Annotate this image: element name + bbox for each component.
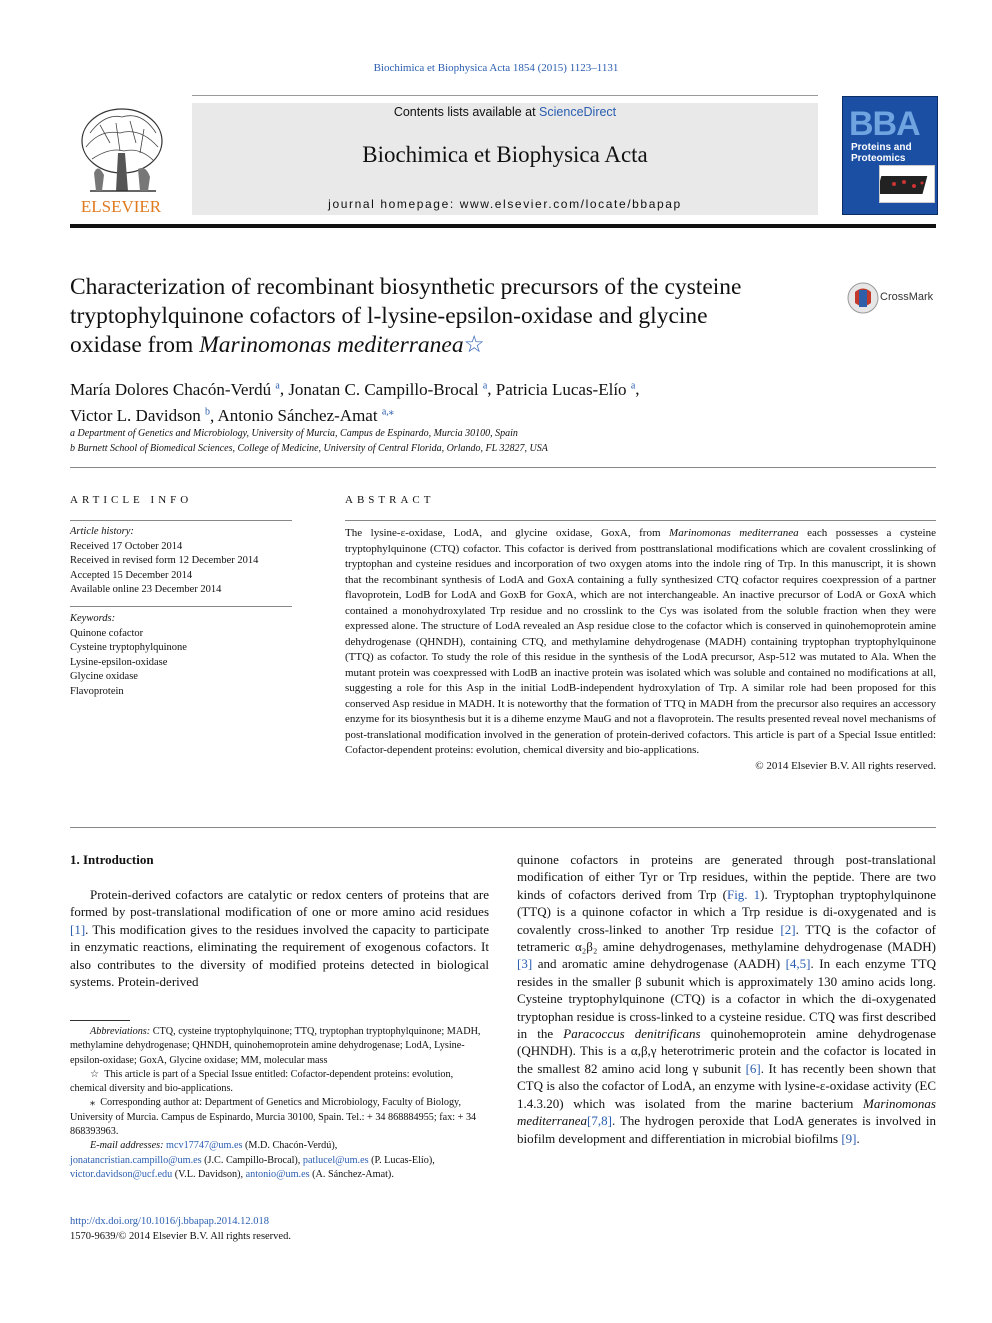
history-item: Available online 23 December 2014	[70, 584, 222, 595]
abstract-bottom-rule	[70, 827, 936, 828]
title-line-3	[70, 331, 830, 360]
history-label: Article history:	[70, 526, 134, 537]
footnote-rule	[70, 1020, 130, 1021]
cover-subtitle-line-1: Proteins and	[851, 142, 912, 153]
email-link[interactable]: patlucel@um.es	[302, 1154, 369, 1166]
article-history	[70, 525, 292, 598]
intro-paragraph-continued: quinone cofactors in proteins are generated through post-translational modification of either Tyr or Trp residues, within the peptide. There are two kinds of cofactors derived from Trp (Fig. 1). Tryptophan tryptophylquinone (TTQ) is a quinone cofactor in which a Trp residue is di-oxygenated and is covalently cross-linked to another Trp residue [2]. TTQ is the cofactor of tetrameric α₂β₂ amine dehydrogenases, methylamine dehydrogenase (MADH) [3] and aromatic amine dehydrogenase (AADH) [4,5]. In each enzyme TTQ resides in the smaller β subunit which is approximately 130 amino acids long. Cysteine tryptophylquinone (CTQ) is a cofactor in which the di-oxygenated tryptophan residue is cross-linked to a cysteine residue. CTQ was first described in the Paracoccus denitrificans quinohemoprotein amine dehydrogenase (QHNDH). This is a α,β,γ heterotrimeric protein and the cofactor is located in the smallest 82 amino acid long γ subunit [6]. It has recently been shown that CTQ is also the cofactor of LodA, an enzyme with lysine-ε-oxidase activity (EC 1.4.3.20) which was isolated from the marine bacterium Marinomonas mediterranea[7,8]. The hydrogen peroxide that LodA generates is involved in biofilm development and differentiation in microbial biofilms [9].	[517, 852, 936, 1146]
author[interactable]: María Dolores Chacón-Verdú $^a$	[70, 379, 280, 399]
affiliation-text: Department of Genetics and Microbiology, University of Murcia, Campus de Espinardo, Murcia 30100, Spain	[77, 428, 518, 439]
history-item: Received in revised form 12 December 2014	[70, 555, 259, 566]
affiliation-mark: a	[70, 428, 75, 439]
email-link[interactable]: jonatancristian.campillo@um.es	[70, 1154, 202, 1166]
elsevier-logo	[70, 103, 172, 215]
ref-link[interactable]: [7,8]	[587, 1113, 612, 1129]
issn-line: 1570-9639/© 2014 Elsevier B.V. All rights reserved.	[70, 1230, 291, 1242]
keywords	[70, 612, 292, 699]
keywords-rule	[70, 606, 292, 607]
history-item: Accepted 15 December 2014	[70, 569, 193, 581]
journal-name: Biochimica et Biophysica Acta	[362, 142, 648, 167]
keyword: Cysteine tryptophylquinone	[70, 642, 187, 653]
contents-prefix: Contents lists available at	[393, 105, 540, 119]
affiliation-b	[70, 443, 548, 454]
abstract-body	[345, 526, 936, 774]
ref-link[interactable]: [6]	[745, 1060, 761, 1076]
article-info-heading: ARTICLE INFO	[70, 494, 193, 506]
page-footer	[70, 1215, 291, 1244]
ref-link[interactable]: [9]	[841, 1130, 857, 1146]
cover-image	[879, 165, 935, 203]
keyword: Quinone cofactor	[70, 627, 144, 639]
header-top-rule	[192, 95, 818, 96]
ref-link[interactable]: [1]	[70, 921, 86, 937]
intro-column-1	[70, 886, 489, 990]
author[interactable]: Antonio Sánchez-Amat $^{a,⁎}$	[217, 406, 394, 426]
footnotes	[70, 1025, 490, 1182]
abstract-copyright: © 2014 Elsevier B.V. All rights reserved.	[755, 759, 936, 772]
contents-line	[192, 105, 818, 119]
title-organism: Marinomonas mediterranea	[199, 332, 464, 358]
doi-link[interactable]: http://dx.doi.org/10.1016/j.bbapap.2014.12.018	[70, 1216, 270, 1227]
email-link[interactable]: mcv17747@um.es	[166, 1140, 243, 1152]
title-line-1: Characterization of recombinant biosynthetic precursors of the cysteine	[70, 274, 742, 300]
abbreviations-note: Abbreviations: CTQ, cysteine tryptophylquinone; TTQ, tryptophan tryptophylquinone; MADH, methylamine dehydrogenase; QHNDH, quinohemoprotein amine dehydrogenase; LodA, Lysine-epsilon-oxidase; GoxA, Glycine oxidase; MM, molecular mass	[70, 1026, 481, 1066]
special-issue-note: ☆ This article is part of a Special Issue entitled: Cofactor-dependent proteins: evolution, chemical diversity and bio-applications.	[70, 1068, 454, 1095]
intro-heading: 1. Introduction	[70, 852, 154, 867]
cover-title: BBA	[849, 105, 920, 143]
cover-subtitle-line-2: Proteomics	[851, 153, 906, 164]
affiliation-a	[70, 428, 518, 439]
abstract-heading: ABSTRACT	[345, 494, 435, 506]
keyword: Flavoprotein	[70, 685, 124, 697]
ref-link[interactable]: [4,5]	[785, 956, 811, 972]
keywords-label: Keywords:	[70, 613, 116, 624]
ref-link[interactable]: [3]	[517, 956, 533, 972]
sciencedirect-link[interactable]: ScienceDirect	[539, 105, 617, 119]
abstract-rule	[345, 520, 936, 521]
author[interactable]: Jonatan C. Campillo-Brocal $^a$	[288, 379, 488, 399]
title-star-footnote[interactable]: ☆	[463, 332, 485, 358]
email-link[interactable]: victor.davidson@ucf.edu	[70, 1168, 173, 1180]
intro-paragraph: Protein-derived cofactors are catalytic or redox centers of proteins that are formed by post-translational modification of one or more amino acid residues [1]. This modification gives to the residues involved the capacity to participate in enzymatic reactions, eliminating the requirement of exogenous cofactors. It also contributes to the diversity of modified proteins detected in biological systems. Protein-derived	[70, 887, 489, 990]
affiliation-rule	[70, 467, 936, 468]
title-line-2: tryptophylquinone cofactors of l-lysine-epsilon-oxidase and glycine	[70, 303, 708, 329]
figure-link[interactable]: Fig. 1	[726, 886, 761, 902]
article-title	[70, 273, 830, 360]
affiliation-mark: b	[70, 443, 75, 454]
keyword: Glycine oxidase	[70, 671, 138, 682]
email-link[interactable]: antonio@um.es	[245, 1168, 310, 1180]
author[interactable]: Victor L. Davidson $^b$	[70, 406, 210, 426]
journal-cover	[842, 96, 938, 215]
elsevier-wordmark: ELSEVIER	[80, 197, 162, 215]
journal-homepage[interactable]: journal homepage: www.elsevier.com/locate/bbapap	[328, 197, 682, 211]
elsevier-tree-icon	[70, 103, 172, 215]
author[interactable]: Patricia Lucas-Elío $^a$	[495, 379, 636, 399]
email-note: E-mail addresses: mcv17747@um.es (M.D. Chacón-Verdú), jonatancristian.campillo@um.es (J.C. Campillo-Brocal), patlucel@um.es (P. Lucas-Elío), victor.davidson@ucf.edu (V.L. Davidson), antonio@um.es (A. Sánchez-Amat).	[70, 1140, 435, 1180]
crossmark-label[interactable]: CrossMark	[880, 291, 934, 303]
ref-link[interactable]: [2]	[780, 921, 796, 937]
corresponding-author-note: ⁎ Corresponding author at: Department of Genetics and Microbiology, Faculty of Biology, University of Murcia. Campus de Espinardo, Murcia 30100, Spain. Tel.: + 34 868884955; fax: + 34 868393963.	[70, 1097, 477, 1138]
header-bottom-rule	[70, 224, 936, 228]
keyword: Lysine-epsilon-oxidase	[70, 656, 168, 668]
author-list: María Dolores Chacón-Verdú $^a$, Jonatan C. Campillo-Brocal $^a$, Patricia Lucas-Elío $^a$, Victor L. Davidson $^b$, Antonio Sánchez-Amat $^{a,⁎}$	[70, 379, 640, 426]
journal-reference[interactable]: Biochimica et Biophysica Acta 1854 (2015) 1123–1131	[373, 62, 619, 74]
abstract-text: The lysine-ε-oxidase, LodA, and glycine oxidase, GoxA, from Marinomonas mediterranea each possesses a cysteine tryptophylquinone (CTQ) cofactor. This cofactor is derived from posttranslational modifications which are covalent crosslinking of tryptophan and cysteine residues and incorporation of two oxygen atoms into the indole ring of Trp. In this manuscript, it is shown that the recombinant synthesis of LodA and GoxA containing a fully synthesized CTQ cofactor requires coexpression of a partner flavoprotein, LodB for LodA and GoxB for GoxA, which are not interchangeable. An inactive precursor of LodA or GoxA which contained a monohydroxylated Trp residue and no crosslink to the Cys was isolated from the soluble fraction when they were expressed alone. The structure of LodA revealed an Asp residue close to the cofactor which is conserved in quinohemoprotein amine dehydrogenase (QHNDH), containing CTQ, and methylamine dehydrogenase (MADH) containing tryptophan tryptophylquinone (TTQ) as cofactor. To study the role of this residue in the synthesis of the LodA precursor, Asp-512 was mutated to Ala. When the mutant protein was coexpressed with LodB an inactive protein was isolated which was soluble and contained no modifications at all, suggesting a role for this Asp in the initial LodB-independent hydroxylation of Trp. A similar role had been proposed for this conserved Asp residue in MADH. It is noteworthy that the formation of TTQ in MADH from the precursor also requires an accessory enzyme for its biosynthesis but it is a diheme enzyme MauG and not a flavoprotein. The results presented reveal novel mechanisms of post-translational modification involved in the generation of protein-derived cofactors. This article is part of a Special Issue entitled: Cofactor-dependent proteins: evolution, chemical diversity and bio-applications.	[345, 527, 936, 756]
crossmark-icon	[846, 281, 880, 315]
cover-subtitle	[851, 142, 912, 164]
gel-image-icon	[880, 166, 934, 202]
affiliation-text: Burnett School of Biomedical Sciences, College of Medicine, University of Central Florida, Orlando, FL 32827, USA	[77, 443, 548, 454]
article-info-rule	[70, 520, 292, 521]
intro-column-2	[517, 851, 936, 1147]
history-item: Received 17 October 2014	[70, 540, 183, 552]
title-line-3-plain: oxidase from	[70, 332, 200, 358]
